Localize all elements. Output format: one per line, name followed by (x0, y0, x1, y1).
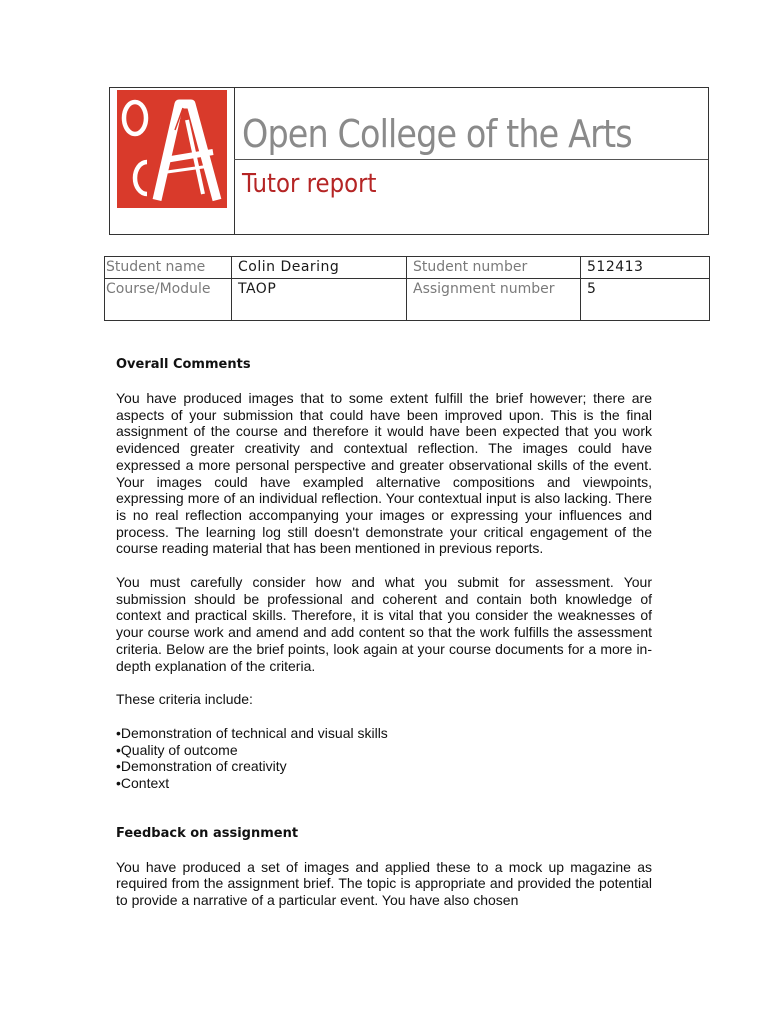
course-value: TAOP (232, 279, 407, 321)
student-name-label: Student name (105, 257, 232, 279)
assignment-label: Assignment number (407, 279, 581, 321)
feedback-paragraph-1: You have produced a set of images and applied these to a mock up magazine as required from the assignment brief. The topic is appropriate and provided the potential to provide a narrative of a particular event. You have also chosen (116, 858, 652, 909)
student-info-table (104, 256, 710, 321)
oca-logo (117, 90, 227, 208)
report-title: Tutor report (242, 169, 377, 199)
header-divider-horizontal (234, 159, 708, 160)
info-row (105, 279, 710, 321)
overall-comments-heading: Overall Comments (116, 357, 251, 372)
college-name: Open College of the Arts (242, 112, 632, 156)
list-item: • Quality of outcome (116, 742, 652, 759)
student-number-value: 512413 (581, 257, 710, 279)
student-name-value: Colin Dearing (232, 257, 407, 279)
assignment-value: 5 (581, 279, 710, 321)
report-header (109, 87, 709, 235)
student-number-label: Student number (407, 257, 581, 279)
report-body (116, 356, 652, 926)
list-item: • Context (116, 775, 652, 792)
header-divider-vertical (234, 88, 235, 234)
info-row (105, 257, 710, 279)
course-label: Course/Module (105, 279, 232, 321)
feedback-heading: Feedback on assignment (116, 825, 299, 841)
criteria-list (116, 725, 652, 792)
list-item: • Demonstration of creativity (116, 758, 652, 775)
overall-paragraph-2: You must carefully consider how and what you submit for assessment. Your submission should be professional and coherent and contain both knowledge of context and practical skills. Therefore, it is vital that you consider the weaknesses of your course work and amend and add content so that the work fulfills the assessment criteria. Below are the brief points, look again at your course documents for a more in-depth explanation of the criteria. (116, 574, 652, 674)
overall-paragraph-1: You have produced images that to some extent fulfill the brief however; there are aspects of your submission that could have been improved upon. This is the final assignment of the course and therefore it would have been expected that you work evidenced greater creativity and contextual reflection. The images could have expressed a more personal perspective and greater observational skills of the event. Your images could have exampled alternative compositions and viewpoints, expressing more of an individual reflection. Your contextual input is also lacking. There is no real reflection accompanying your images or expressing your influences and process. The learning log still doesn't demonstrate your critical engagement of the course reading material that has been mentioned in previous reports. (116, 390, 652, 557)
list-item: • Demonstration of technical and visual skills (116, 725, 652, 742)
criteria-intro: These criteria include: (116, 691, 253, 708)
